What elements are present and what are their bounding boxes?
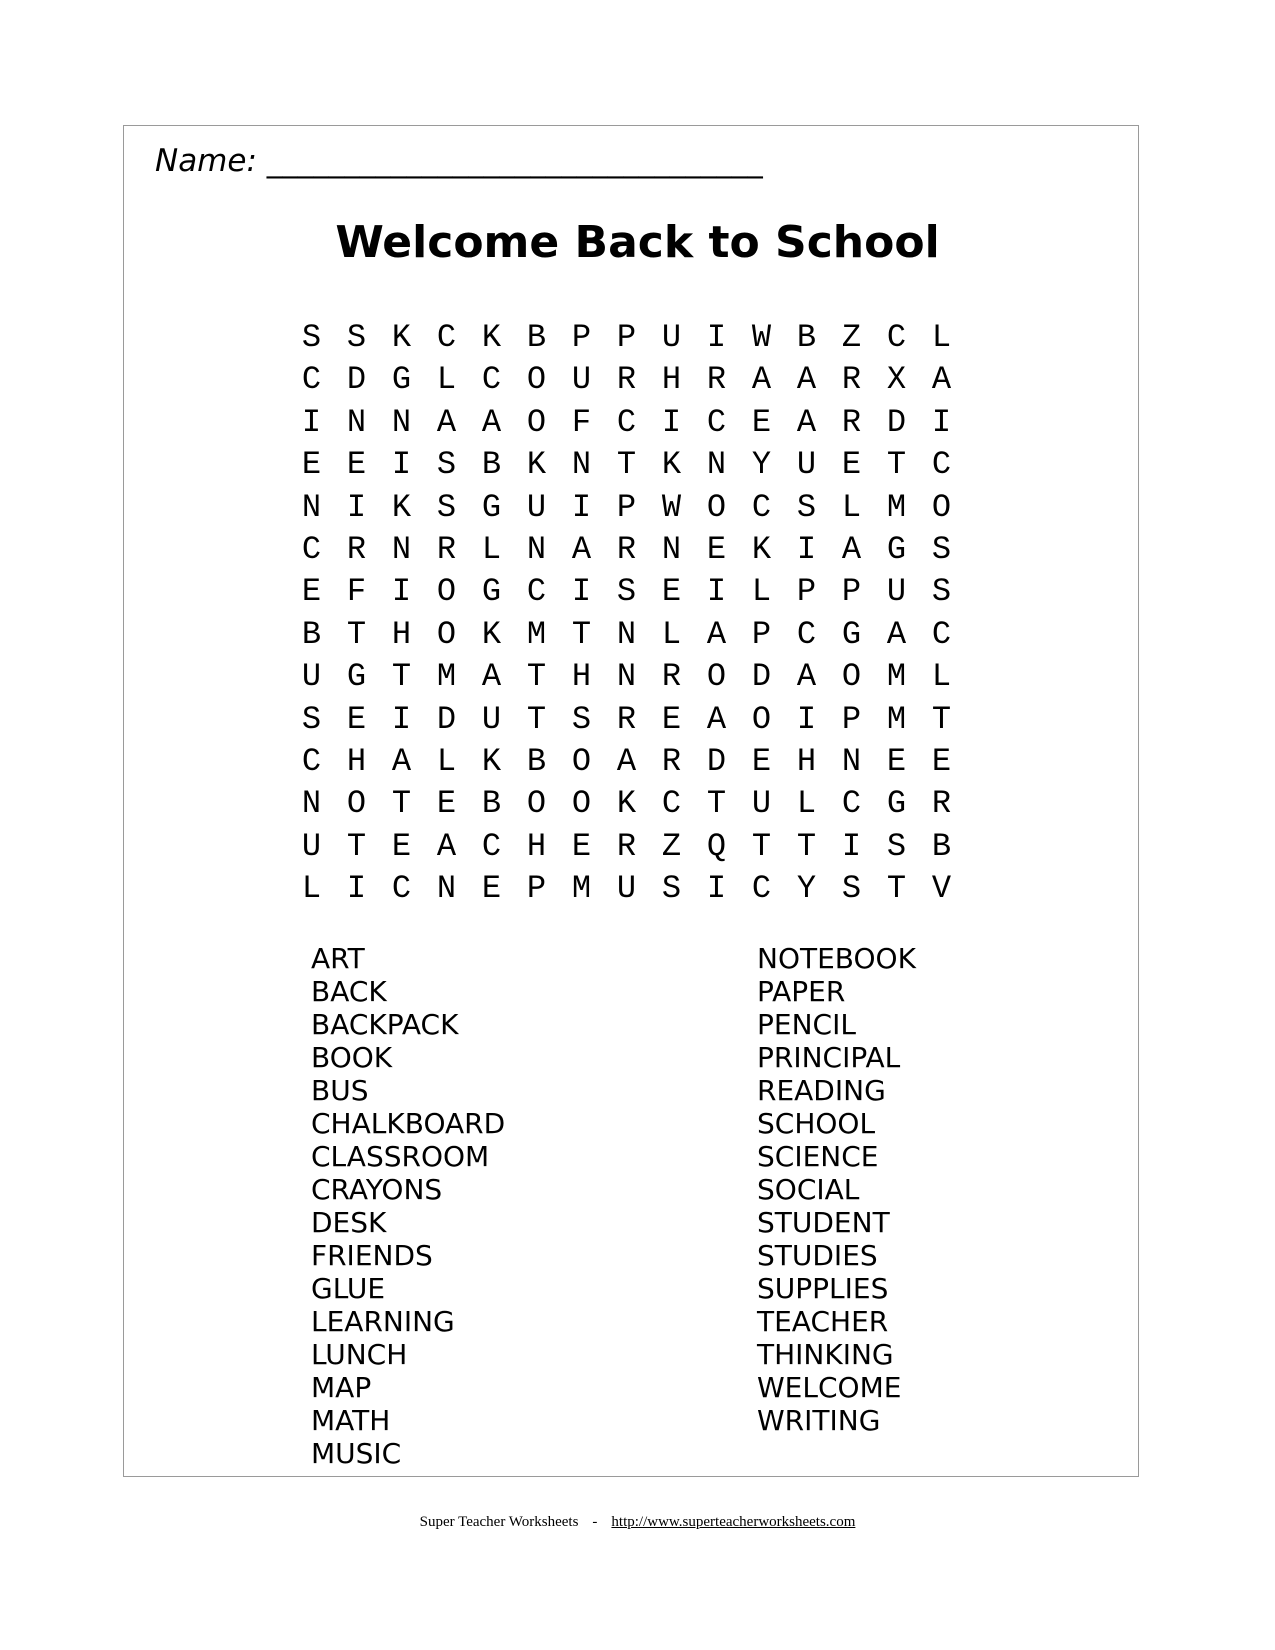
grid-letter: C — [931, 615, 952, 653]
grid-letter: S — [841, 870, 862, 908]
word-list-item: BACK — [311, 975, 387, 1008]
footer-separator: - — [592, 1514, 598, 1530]
grid-letter: R — [616, 827, 637, 865]
grid-letter: D — [706, 742, 727, 780]
grid-row — [289, 783, 964, 825]
grid-letter: R — [706, 361, 727, 399]
grid-letter: C — [301, 530, 322, 568]
word-list-item: BOOK — [311, 1041, 393, 1074]
grid-letter: O — [931, 488, 952, 526]
word-list-item: READING — [757, 1074, 886, 1107]
grid-row — [289, 656, 964, 698]
grid-letter: P — [751, 615, 772, 653]
grid-letter: G — [481, 573, 502, 611]
grid-letter: U — [796, 446, 817, 484]
grid-letter: W — [661, 488, 682, 526]
grid-letter: U — [301, 658, 322, 696]
grid-letter: O — [436, 573, 457, 611]
grid-letter: B — [526, 742, 547, 780]
grid-row — [289, 359, 964, 401]
grid-row — [289, 317, 964, 359]
grid-letter: K — [616, 785, 637, 823]
grid-letter: A — [931, 361, 952, 399]
grid-letter: K — [661, 446, 682, 484]
grid-letter: I — [796, 700, 817, 738]
grid-letter: R — [841, 361, 862, 399]
grid-letter: B — [481, 446, 502, 484]
grid-letter: T — [751, 827, 772, 865]
word-list-item: STUDENT — [757, 1206, 890, 1239]
grid-letter: O — [526, 403, 547, 441]
grid-letter: C — [841, 785, 862, 823]
grid-letter: T — [886, 446, 907, 484]
grid-letter: D — [751, 658, 772, 696]
grid-letter: I — [571, 573, 592, 611]
grid-letter: I — [391, 446, 412, 484]
grid-letter: T — [796, 827, 817, 865]
grid-letter: L — [301, 870, 322, 908]
grid-row — [289, 402, 964, 444]
grid-letter: U — [886, 573, 907, 611]
grid-letter: E — [931, 742, 952, 780]
grid-letter: X — [886, 361, 907, 399]
grid-letter: P — [616, 319, 637, 356]
grid-letter: O — [436, 615, 457, 653]
word-list-item: THINKING — [757, 1338, 894, 1371]
grid-letter: K — [481, 615, 502, 653]
grid-letter: C — [661, 785, 682, 823]
grid-letter: O — [706, 488, 727, 526]
grid-letter: C — [436, 319, 457, 356]
grid-letter: E — [301, 446, 322, 484]
grid-letter: E — [436, 785, 457, 823]
grid-letter: I — [391, 700, 412, 738]
grid-letter: A — [796, 361, 817, 399]
word-list-item: SCIENCE — [757, 1140, 879, 1173]
word-list-item: MAP — [311, 1371, 372, 1404]
grid-letter: F — [571, 403, 592, 441]
grid-letter: P — [526, 870, 547, 908]
grid-letter: I — [346, 488, 367, 526]
grid-letter: O — [346, 785, 367, 823]
grid-letter: E — [841, 446, 862, 484]
grid-letter: K — [526, 446, 547, 484]
grid-letter: O — [706, 658, 727, 696]
word-list-left — [311, 942, 505, 1470]
grid-letter: N — [346, 403, 367, 441]
word-list-item: NOTEBOOK — [757, 942, 916, 975]
grid-letter: S — [931, 573, 952, 611]
word-search-grid — [289, 317, 964, 910]
word-list-item: FRIENDS — [311, 1239, 433, 1272]
grid-letter: S — [661, 870, 682, 908]
grid-letter: L — [931, 658, 952, 696]
grid-letter: O — [841, 658, 862, 696]
grid-letter: S — [886, 827, 907, 865]
grid-letter: B — [481, 785, 502, 823]
grid-letter: U — [481, 700, 502, 738]
grid-letter: I — [391, 573, 412, 611]
grid-row — [289, 529, 964, 571]
word-list-item: CHALKBOARD — [311, 1107, 506, 1140]
grid-letter: P — [796, 573, 817, 611]
grid-letter: E — [751, 742, 772, 780]
grid-letter: C — [796, 615, 817, 653]
footer-link[interactable]: http://www.superteacherworksheets.com — [611, 1514, 856, 1530]
grid-letter: L — [436, 742, 457, 780]
grid-letter: Q — [706, 827, 727, 865]
grid-letter: I — [571, 488, 592, 526]
grid-letter: G — [886, 785, 907, 823]
grid-letter: P — [616, 488, 637, 526]
grid-letter: Y — [796, 870, 817, 908]
word-list-item: WELCOME — [757, 1371, 902, 1404]
grid-letter: U — [526, 488, 547, 526]
footer-site-name: Super Teacher Worksheets — [419, 1514, 579, 1530]
grid-row — [289, 571, 964, 613]
grid-letter: I — [706, 573, 727, 611]
grid-letter: A — [436, 827, 457, 865]
grid-letter: A — [616, 742, 637, 780]
grid-letter: R — [616, 530, 637, 568]
grid-letter: T — [391, 785, 412, 823]
grid-letter: T — [616, 446, 637, 484]
grid-letter: U — [751, 785, 772, 823]
grid-letter: S — [436, 488, 457, 526]
grid-letter: Y — [751, 446, 772, 484]
grid-letter: M — [436, 658, 457, 696]
word-list-item: WRITING — [757, 1404, 881, 1437]
grid-letter: M — [886, 488, 907, 526]
grid-letter: E — [301, 573, 322, 611]
grid-letter: B — [931, 827, 952, 865]
grid-letter: T — [391, 658, 412, 696]
grid-letter: G — [841, 615, 862, 653]
grid-letter: L — [481, 530, 502, 568]
grid-letter: L — [436, 361, 457, 399]
grid-letter: A — [706, 615, 727, 653]
grid-letter: B — [301, 615, 322, 653]
word-list-item: SCHOOL — [757, 1107, 876, 1140]
grid-letter: R — [661, 658, 682, 696]
name-field-label: Name: ________________________________ — [155, 143, 763, 179]
grid-letter: A — [796, 403, 817, 441]
grid-letter: C — [481, 361, 502, 399]
grid-letter: U — [571, 361, 592, 399]
grid-letter: O — [571, 742, 592, 780]
grid-letter: C — [481, 827, 502, 865]
grid-letter: C — [931, 446, 952, 484]
grid-letter: R — [841, 403, 862, 441]
grid-letter: E — [346, 700, 367, 738]
word-list-item: CLASSROOM — [311, 1140, 490, 1173]
grid-letter: Z — [661, 827, 682, 865]
word-list-item: BUS — [311, 1074, 369, 1107]
grid-letter: I — [661, 403, 682, 441]
grid-letter: H — [391, 615, 412, 653]
grid-letter: M — [886, 658, 907, 696]
word-list-item: PRINCIPAL — [757, 1041, 901, 1074]
word-list-item: CRAYONS — [311, 1173, 443, 1206]
word-list-right — [757, 942, 916, 1437]
grid-letter: L — [751, 573, 772, 611]
grid-letter: N — [526, 530, 547, 568]
grid-row — [289, 868, 964, 910]
grid-letter: S — [346, 319, 367, 356]
grid-letter: N — [436, 870, 457, 908]
grid-letter: T — [526, 658, 547, 696]
grid-letter: T — [526, 700, 547, 738]
grid-letter: F — [346, 573, 367, 611]
grid-letter: A — [886, 615, 907, 653]
grid-letter: A — [841, 530, 862, 568]
grid-letter: I — [301, 403, 322, 441]
grid-letter: M — [526, 615, 547, 653]
grid-letter: S — [616, 573, 637, 611]
grid-letter: S — [571, 700, 592, 738]
grid-letter: H — [571, 658, 592, 696]
grid-letter: T — [571, 615, 592, 653]
grid-letter: E — [346, 446, 367, 484]
grid-letter: B — [796, 319, 817, 356]
grid-letter: C — [301, 742, 322, 780]
grid-letter: D — [346, 361, 367, 399]
page-title: Welcome Back to School — [335, 217, 940, 268]
grid-letter: E — [661, 573, 682, 611]
word-list-item: GLUE — [311, 1272, 386, 1305]
grid-letter: C — [301, 361, 322, 399]
grid-letter: A — [751, 361, 772, 399]
grid-letter: N — [301, 488, 322, 526]
grid-letter: N — [391, 403, 412, 441]
grid-letter: K — [481, 742, 502, 780]
grid-letter: I — [706, 870, 727, 908]
grid-letter: H — [661, 361, 682, 399]
grid-letter: L — [931, 319, 952, 356]
grid-row — [289, 487, 964, 529]
grid-letter: G — [346, 658, 367, 696]
grid-letter: R — [931, 785, 952, 823]
grid-letter: R — [616, 700, 637, 738]
grid-letter: N — [661, 530, 682, 568]
grid-letter: C — [616, 403, 637, 441]
grid-letter: I — [706, 319, 727, 356]
grid-letter: A — [436, 403, 457, 441]
grid-row — [289, 741, 964, 783]
grid-letter: U — [616, 870, 637, 908]
grid-letter: I — [931, 403, 952, 441]
grid-letter: S — [301, 700, 322, 738]
grid-letter: H — [346, 742, 367, 780]
grid-letter: U — [301, 827, 322, 865]
grid-letter: L — [661, 615, 682, 653]
grid-letter: L — [841, 488, 862, 526]
grid-letter: S — [796, 488, 817, 526]
grid-letter: P — [571, 319, 592, 356]
grid-letter: E — [661, 700, 682, 738]
grid-letter: R — [616, 361, 637, 399]
word-list-item: PAPER — [757, 975, 846, 1008]
grid-row — [289, 826, 964, 868]
word-list-item: LEARNING — [311, 1305, 455, 1338]
grid-letter: H — [796, 742, 817, 780]
grid-letter: T — [346, 615, 367, 653]
grid-letter: E — [751, 403, 772, 441]
grid-row — [289, 614, 964, 656]
grid-letter: K — [481, 319, 502, 356]
grid-letter: D — [886, 403, 907, 441]
grid-row — [289, 444, 964, 486]
grid-letter: R — [661, 742, 682, 780]
grid-letter: A — [481, 658, 502, 696]
grid-letter: O — [751, 700, 772, 738]
grid-letter: E — [571, 827, 592, 865]
grid-letter: D — [436, 700, 457, 738]
grid-row — [289, 699, 964, 741]
grid-letter: V — [931, 870, 952, 908]
grid-letter: N — [616, 615, 637, 653]
grid-letter: S — [436, 446, 457, 484]
grid-letter: M — [886, 700, 907, 738]
grid-letter: K — [391, 319, 412, 356]
grid-letter: G — [391, 361, 412, 399]
grid-letter: S — [301, 319, 322, 356]
grid-letter: C — [886, 319, 907, 356]
grid-letter: E — [481, 870, 502, 908]
word-list-item: BACKPACK — [311, 1008, 459, 1041]
grid-letter: I — [796, 530, 817, 568]
grid-letter: A — [481, 403, 502, 441]
grid-letter: C — [526, 573, 547, 611]
word-list-item: LUNCH — [311, 1338, 408, 1371]
grid-letter: E — [706, 530, 727, 568]
grid-letter: A — [796, 658, 817, 696]
grid-letter: K — [391, 488, 412, 526]
grid-letter: H — [526, 827, 547, 865]
grid-letter: M — [571, 870, 592, 908]
grid-letter: N — [571, 446, 592, 484]
grid-letter: T — [931, 700, 952, 738]
grid-letter: C — [751, 870, 772, 908]
word-list-item: PENCIL — [757, 1008, 856, 1041]
word-list-item: DESK — [311, 1206, 387, 1239]
grid-letter: K — [751, 530, 772, 568]
grid-letter: T — [706, 785, 727, 823]
grid-letter: C — [706, 403, 727, 441]
word-list-item: SUPPLIES — [757, 1272, 889, 1305]
grid-letter: N — [301, 785, 322, 823]
grid-letter: P — [841, 700, 862, 738]
word-list-item: TEACHER — [757, 1305, 889, 1338]
grid-letter: T — [886, 870, 907, 908]
grid-letter: B — [526, 319, 547, 356]
grid-letter: O — [526, 785, 547, 823]
grid-letter: N — [616, 658, 637, 696]
grid-letter: U — [661, 319, 682, 356]
grid-letter: A — [706, 700, 727, 738]
grid-letter: P — [841, 573, 862, 611]
grid-letter: I — [346, 870, 367, 908]
grid-letter: I — [841, 827, 862, 865]
grid-letter: N — [841, 742, 862, 780]
word-list-item: MUSIC — [311, 1437, 402, 1470]
grid-letter: C — [751, 488, 772, 526]
grid-letter: A — [571, 530, 592, 568]
grid-letter: N — [706, 446, 727, 484]
grid-letter: R — [436, 530, 457, 568]
word-list-item: MATH — [311, 1404, 391, 1437]
grid-letter: O — [571, 785, 592, 823]
word-list-item: SOCIAL — [757, 1173, 860, 1206]
grid-letter: S — [931, 530, 952, 568]
grid-letter: N — [391, 530, 412, 568]
grid-letter: E — [391, 827, 412, 865]
word-list-item: STUDIES — [757, 1239, 878, 1272]
grid-letter: L — [796, 785, 817, 823]
grid-letter: O — [526, 361, 547, 399]
grid-letter: G — [886, 530, 907, 568]
grid-letter: R — [346, 530, 367, 568]
grid-letter: Z — [841, 319, 862, 356]
footer — [0, 1512, 1275, 1532]
grid-letter: W — [751, 319, 772, 356]
grid-letter: G — [481, 488, 502, 526]
grid-letter: E — [886, 742, 907, 780]
grid-letter: A — [391, 742, 412, 780]
word-list-item: ART — [311, 942, 365, 975]
grid-letter: C — [391, 870, 412, 908]
grid-letter: T — [346, 827, 367, 865]
